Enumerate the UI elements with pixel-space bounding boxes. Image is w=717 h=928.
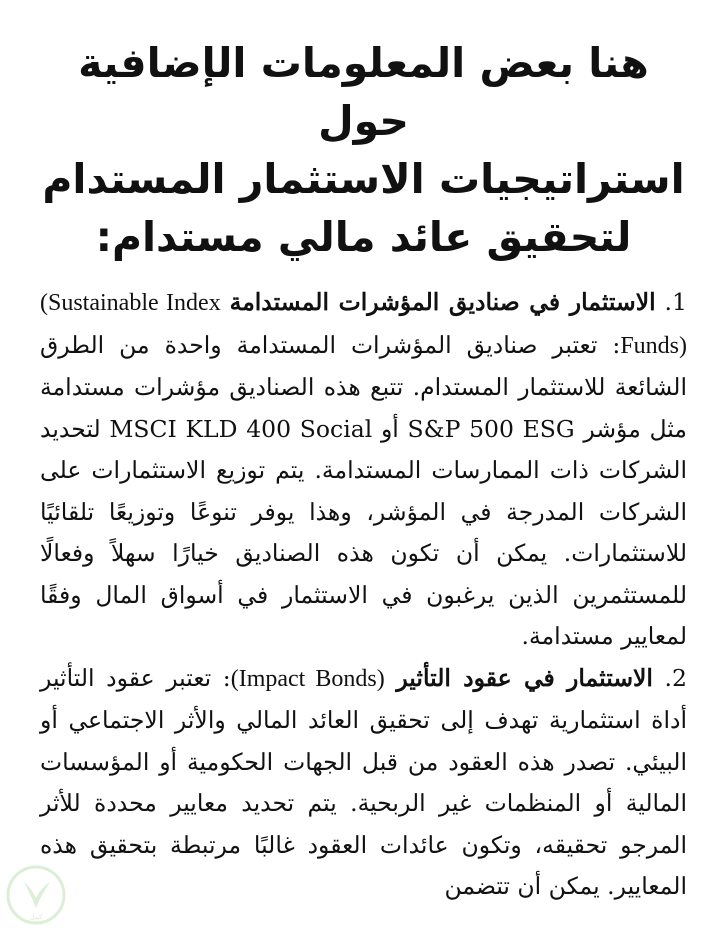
section-impact-bonds: [40, 658, 687, 908]
article-title: [40, 34, 687, 266]
section-sustainable-index-funds: [40, 282, 687, 658]
section-body: : تعتبر عقود التأثير أداة استثمارية تهدف إلى تحقيق العائد المالي والأثر الاجتماعي أو البيئي. تصدر هذه العقود من قبل الجهات الحكومية أو المؤسسات المالية أو المنظمات غير الربحية. يتم تحديد معايير محددة للأثر المرجو تحقيقه، وتكون عائدات العقود غالبًا مرتبطة بتحقيق هذه المعايير. يمكن أن تتضمن: [40, 663, 687, 900]
section-heading: الاستثمار في عقود التأثير: [396, 663, 653, 692]
section-number: 1.: [664, 288, 687, 316]
watermark-label: كيبل: [29, 913, 43, 921]
section-english-term: (Impact Bonds): [230, 665, 385, 692]
watermark-logo: [4, 864, 68, 926]
title-line-3: لتحقيق عائد مالي مستدام:: [95, 213, 632, 261]
title-line-2: استراتيجيات الاستثمار المستدام: [42, 155, 685, 203]
section-english-term: (Sustainable Index Funds): [40, 290, 687, 359]
section-heading: الاستثمار في صناديق المؤشرات المستدامة: [229, 288, 656, 316]
title-line-1: هنا بعض المعلومات الإضافية حول: [78, 39, 649, 145]
section-body: : تعتبر صناديق المؤشرات المستدامة واحدة من الطرق الشائعة للاستثمار المستدام. تتبع هذه الصناديق مؤشرات مستدامة مثل مؤشر S&P 500 ESG أو MSCI KLD 400 Social لتحديد الشركات ذات الممارسات المستدامة. يتم توزيع الاستثمارات على الشركات المدرجة في المؤشر، وهذا يوفر تنوعًا وتوزيعًا تلقائيًا للاستثمارات. يمكن أن تكون هذه الصناديق خيارًا سهلاً وفعالًا للمستثمرين الذين يرغبون في الاستثمار في أسواق المال وفقًا لمعايير مستدامة.: [40, 330, 687, 650]
section-number: 2.: [664, 663, 687, 692]
leaf-icon: [24, 882, 50, 908]
